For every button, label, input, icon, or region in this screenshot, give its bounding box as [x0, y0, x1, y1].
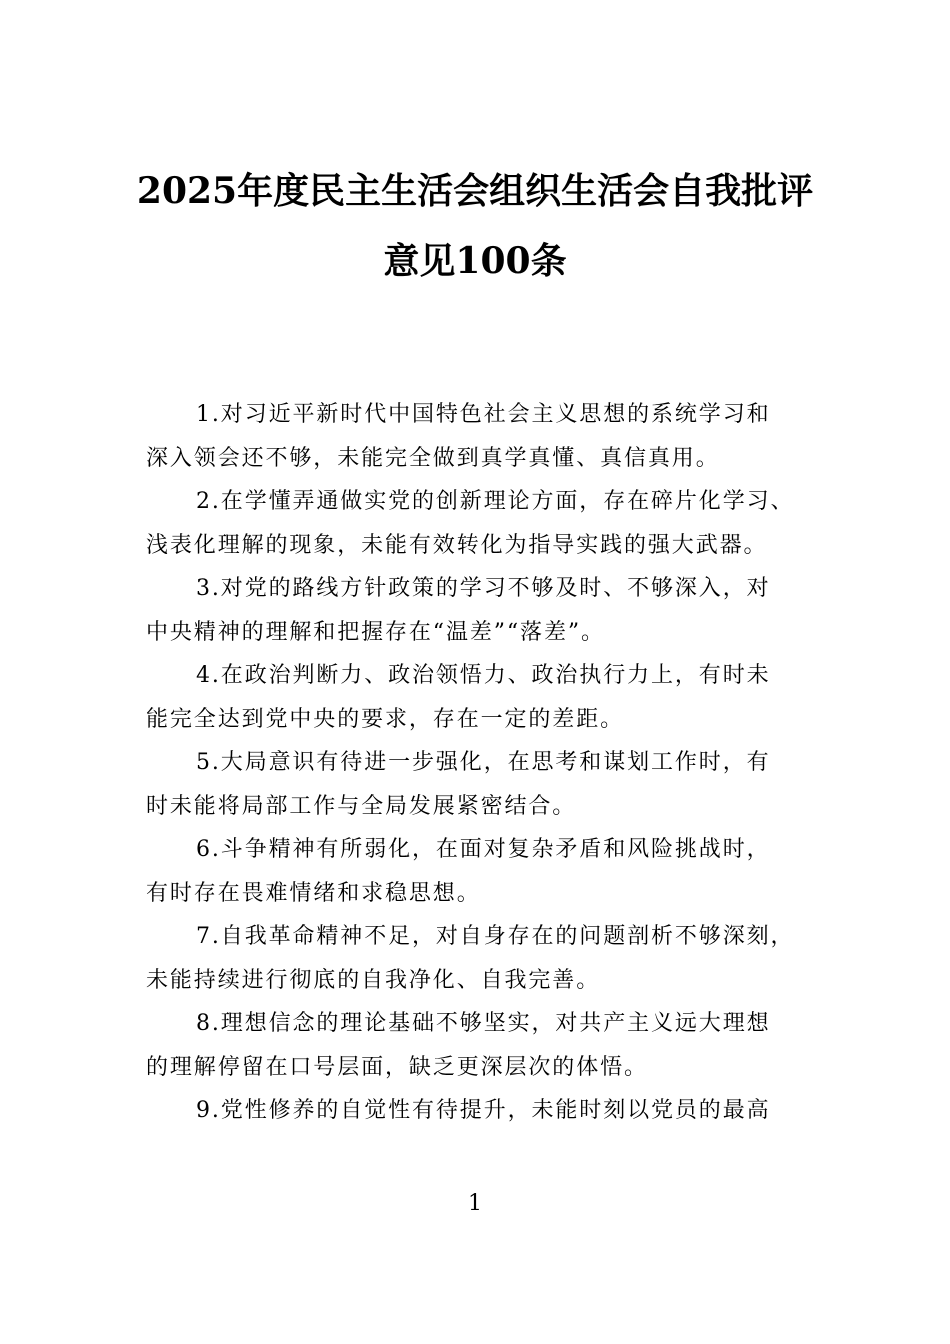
item-6-line-1: 6.斗争精神有所弱化，在面对复杂矛盾和风险挑战时， [196, 837, 771, 862]
item-9-line-1: 9.党性修养的自觉性有待提升，未能时刻以党员的最高 [196, 1098, 771, 1123]
item-5-line-1: 5.大局意识有待进一步强化，在思考和谋划工作时，有 [196, 750, 771, 775]
item-1-line-1: 1.对习近平新时代中国特色社会主义思想的系统学习和 [196, 402, 771, 427]
item-8-line-1: 8.理想信念的理论基础不够坚实，对共产主义远大理想 [196, 1011, 771, 1036]
item-8-line-2: 的理解停留在口号层面，缺乏更深层次的体悟。 [146, 1054, 648, 1080]
document-body [146, 400, 806, 1140]
item-6-line-2: 有时存在畏难情绪和求稳思想。 [146, 880, 481, 906]
document-title-line-1: 2025年度民主生活会组织生活会自我批评 [136, 170, 814, 212]
item-4-line-1: 4.在政治判断力、政治领悟力、政治执行力上，有时未 [196, 663, 771, 688]
item-3-line-1: 3.对党的路线方针政策的学习不够及时、不够深入，对 [196, 576, 771, 601]
item-2-line-1: 2.在学懂弄通做实党的创新理论方面，存在碎片化学习、 [196, 489, 795, 514]
item-7-line-1: 7.自我革命精神不足，对自身存在的问题剖析不够深刻， [196, 924, 795, 949]
item-2-line-2: 浅表化理解的现象，未能有效转化为指导实践的强大武器。 [146, 532, 768, 558]
document-title-line-2: 意见100条 [383, 240, 567, 282]
page-number: 1 [468, 1191, 482, 1216]
item-5-line-2: 时未能将局部工作与全局发展紧密结合。 [146, 793, 577, 819]
item-4-line-2: 能完全达到党中央的要求，存在一定的差距。 [146, 706, 625, 732]
item-7-line-2: 未能持续进行彻底的自我净化、自我完善。 [146, 967, 601, 993]
item-1-line-2: 深入领会还不够，未能完全做到真学真懂、真信真用。 [146, 445, 720, 471]
item-3-line-2: 中央精神的理解和把握存在“温差”“落差”。 [146, 619, 605, 645]
